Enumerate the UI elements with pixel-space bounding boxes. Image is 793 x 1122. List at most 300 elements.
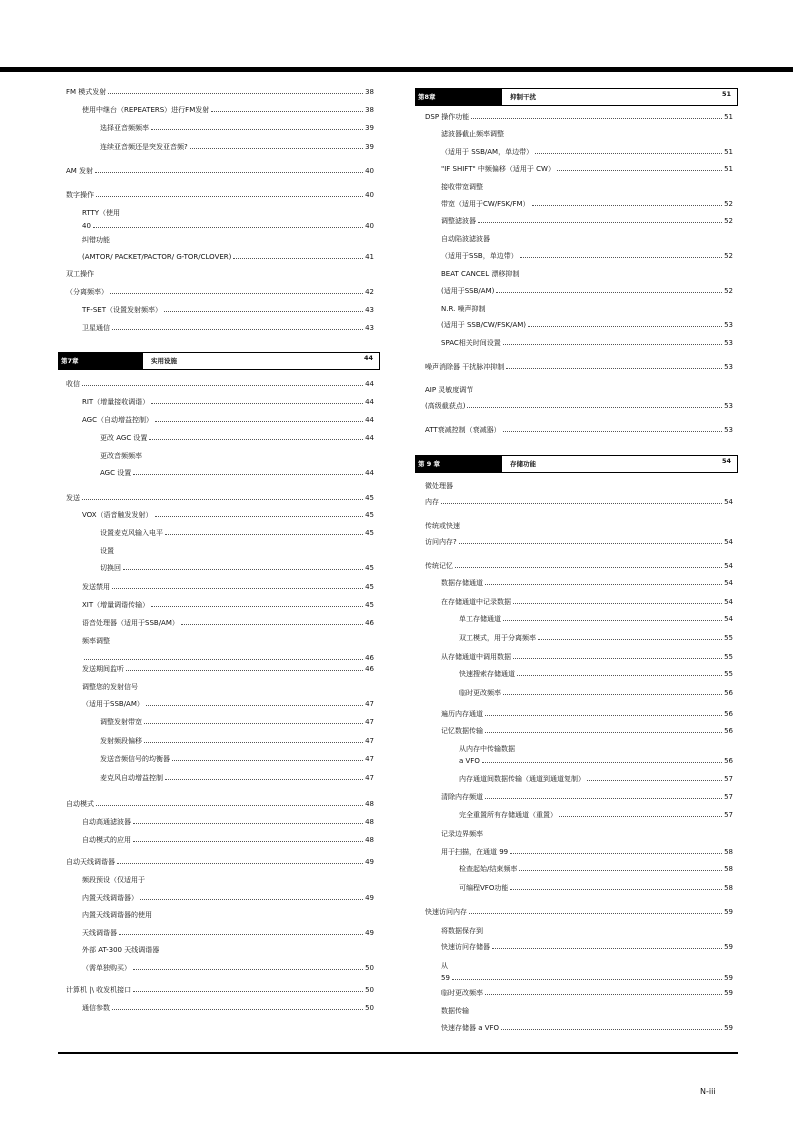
dot-leader bbox=[181, 624, 363, 625]
dot-leader bbox=[467, 407, 722, 408]
page-number: N-iii bbox=[700, 1087, 716, 1096]
toc-entry[interactable] bbox=[459, 807, 733, 819]
toc-entry-label: 使用中继台（REPEATERS）进行FM发射 bbox=[82, 106, 210, 114]
toc-entry-page: 42 bbox=[365, 288, 374, 296]
toc-entry[interactable] bbox=[82, 872, 374, 884]
toc-entry-label: 遍历内存通道 bbox=[441, 710, 483, 718]
toc-entry-label: （需单独购买） bbox=[82, 964, 131, 972]
dot-leader bbox=[133, 841, 363, 842]
dot-leader bbox=[133, 474, 363, 475]
dot-leader bbox=[146, 705, 363, 706]
dot-leader bbox=[151, 403, 363, 404]
toc-entry-page: 48 bbox=[365, 836, 374, 844]
toc-entry[interactable] bbox=[82, 814, 374, 826]
toc-entry[interactable] bbox=[441, 266, 733, 278]
toc-entry[interactable] bbox=[425, 109, 733, 121]
toc-entry-label: 从内存中传输数据 bbox=[459, 745, 515, 753]
toc-entry-label: 临时更改频率 bbox=[441, 989, 483, 997]
toc-entry[interactable] bbox=[425, 558, 733, 570]
toc-entry-label: BEAT CANCEL 漂移抑制 bbox=[441, 270, 520, 278]
toc-entry-label: 设置 bbox=[100, 547, 114, 555]
toc-entry-page: 46 bbox=[365, 619, 374, 627]
dot-leader bbox=[96, 196, 363, 197]
toc-entry-label: 设置麦克风输入电平 bbox=[100, 529, 163, 537]
toc-entry[interactable] bbox=[441, 723, 733, 735]
toc-entry-label: 连续亚音频还是突发亚音频? bbox=[100, 143, 188, 151]
toc-entry[interactable] bbox=[441, 301, 733, 313]
toc-entry-page: 47 bbox=[365, 718, 374, 726]
toc-entry-label: 40 bbox=[82, 222, 91, 230]
toc-entry-page: 53 bbox=[724, 321, 733, 329]
toc-entry[interactable] bbox=[82, 597, 374, 609]
toc-entry[interactable] bbox=[459, 880, 733, 892]
toc-entry[interactable] bbox=[441, 126, 733, 138]
dot-leader bbox=[519, 870, 722, 871]
dot-leader bbox=[133, 823, 363, 824]
chapter-title: 存储功能 bbox=[510, 459, 536, 468]
toc-entry[interactable] bbox=[441, 649, 733, 661]
toc-entry-page: 59 bbox=[724, 989, 733, 997]
toc-entry-page: 48 bbox=[365, 800, 374, 808]
toc-entry-page: 57 bbox=[724, 793, 733, 801]
toc-entry-label: 频段预设（仅适用于 bbox=[82, 876, 145, 884]
toc-entry-label: 快速访问内存 bbox=[425, 908, 467, 916]
toc-entry[interactable] bbox=[100, 525, 374, 537]
toc-entry[interactable] bbox=[82, 679, 374, 691]
toc-entry[interactable] bbox=[441, 594, 733, 606]
toc-entry-label: 从 bbox=[441, 962, 448, 970]
toc-entry-page: 43 bbox=[365, 324, 374, 332]
toc-entry-page: 44 bbox=[365, 398, 374, 406]
dot-leader bbox=[538, 639, 722, 640]
toc-entry-label: 微处理器 bbox=[425, 482, 453, 490]
toc-entry-label: 快速存储器 a VFO bbox=[441, 1024, 500, 1032]
toc-entry-page: 52 bbox=[724, 217, 733, 225]
toc-entry-label: 发送 bbox=[66, 494, 80, 502]
toc-entry-page: 45 bbox=[365, 601, 374, 609]
toc-entry[interactable] bbox=[425, 422, 733, 434]
dot-leader bbox=[485, 715, 722, 716]
dot-leader bbox=[96, 805, 363, 806]
toc-entry-page: 43 bbox=[365, 306, 374, 314]
toc-entry-page: 50 bbox=[365, 1004, 374, 1012]
toc-entry-label: RTTY（使用 bbox=[82, 209, 121, 217]
toc-entry[interactable] bbox=[66, 854, 374, 866]
toc-entry[interactable] bbox=[82, 394, 374, 406]
dot-leader bbox=[455, 567, 722, 568]
dot-leader bbox=[478, 222, 722, 223]
toc-entry[interactable] bbox=[425, 398, 733, 410]
toc-entry[interactable] bbox=[66, 982, 374, 994]
dot-leader bbox=[513, 658, 722, 659]
toc-entry-label: 噪声消除器 干扰脉冲抑制 bbox=[425, 363, 505, 371]
toc-entry[interactable] bbox=[441, 844, 733, 856]
toc-entry-page: 54 bbox=[724, 562, 733, 570]
toc-entry-label: 卫星通信 bbox=[82, 324, 110, 332]
toc-entry-label: 数字操作 bbox=[66, 191, 94, 199]
toc-entry-page: 38 bbox=[365, 106, 374, 114]
toc-entry-label: 频率调整 bbox=[82, 637, 110, 645]
toc-entry[interactable] bbox=[441, 231, 733, 243]
toc-entry[interactable] bbox=[82, 696, 374, 708]
dot-leader bbox=[459, 543, 722, 544]
dot-leader bbox=[149, 439, 363, 440]
toc-entry-label: 双工操作 bbox=[66, 270, 94, 278]
toc-entry-label: 调整您的发射信号 bbox=[82, 683, 138, 691]
toc-entry-label: 可编程VFO功能 bbox=[459, 884, 509, 892]
toc-entry[interactable] bbox=[441, 1020, 733, 1032]
toc-entry[interactable] bbox=[100, 430, 374, 442]
dot-leader bbox=[506, 368, 722, 369]
chapter-number: 第 9 章 bbox=[416, 456, 502, 472]
toc-entry-page: 44 bbox=[365, 434, 374, 442]
toc-entry-page: 59 bbox=[724, 943, 733, 951]
dot-leader bbox=[557, 170, 722, 171]
toc-entry[interactable] bbox=[100, 560, 374, 572]
toc-entry[interactable] bbox=[425, 382, 733, 394]
dot-leader bbox=[112, 588, 363, 589]
toc-entry-label: 在存储通道中记录数据 bbox=[441, 598, 511, 606]
toc-entry-page: 40 bbox=[365, 222, 374, 230]
toc-entry[interactable] bbox=[441, 213, 733, 225]
toc-entry-page: 47 bbox=[365, 737, 374, 745]
toc-entry[interactable] bbox=[441, 970, 733, 982]
toc-entry-page: 49 bbox=[365, 858, 374, 866]
toc-entry-label: 单工存储通道 bbox=[459, 615, 501, 623]
dot-leader bbox=[165, 534, 363, 535]
toc-entry[interactable] bbox=[66, 376, 374, 388]
toc-entry[interactable] bbox=[82, 205, 374, 217]
toc-entry[interactable] bbox=[82, 890, 374, 902]
toc-entry-page: 45 bbox=[365, 564, 374, 572]
toc-entry[interactable] bbox=[82, 218, 374, 230]
toc-entry[interactable] bbox=[100, 448, 374, 460]
toc-entry[interactable] bbox=[100, 543, 374, 555]
toc-entry-label: 自动天线调谐器 bbox=[66, 858, 115, 866]
toc-entry[interactable] bbox=[459, 685, 733, 697]
toc-entry-page: 45 bbox=[365, 583, 374, 591]
toc-entry[interactable] bbox=[441, 317, 733, 329]
toc-entry-page: 54 bbox=[724, 579, 733, 587]
toc-entry-label: (高级截获点) bbox=[425, 402, 466, 410]
toc-entry-page: 56 bbox=[724, 757, 733, 765]
toc-entry[interactable] bbox=[441, 179, 733, 191]
toc-entry[interactable] bbox=[441, 789, 733, 801]
toc-entry-label: 接收带宽调整 bbox=[441, 183, 483, 191]
dot-leader bbox=[155, 516, 364, 517]
bottom-rule bbox=[58, 1052, 738, 1054]
dot-leader bbox=[503, 694, 722, 695]
chapter-page: 51 bbox=[721, 90, 731, 98]
toc-entry[interactable] bbox=[441, 161, 733, 173]
dot-leader bbox=[441, 503, 722, 504]
dot-leader bbox=[126, 670, 363, 671]
toc-entry[interactable] bbox=[441, 335, 733, 347]
toc-entry-page: 58 bbox=[724, 865, 733, 873]
toc-entry-page: 54 bbox=[724, 538, 733, 546]
dot-leader bbox=[482, 762, 722, 763]
toc-entry[interactable] bbox=[66, 266, 374, 278]
dot-leader bbox=[469, 913, 722, 914]
dot-leader bbox=[82, 499, 363, 500]
dot-leader bbox=[485, 798, 722, 799]
toc-entry[interactable] bbox=[459, 630, 733, 642]
toc-entry-page: 53 bbox=[724, 426, 733, 434]
dot-leader bbox=[144, 742, 363, 743]
toc-entry-page: 56 bbox=[724, 727, 733, 735]
toc-entry[interactable] bbox=[82, 633, 374, 645]
toc-entry[interactable] bbox=[459, 741, 733, 753]
dot-leader bbox=[559, 816, 722, 817]
toc-entry[interactable] bbox=[82, 907, 374, 919]
toc-entry[interactable] bbox=[441, 575, 733, 587]
toc-entry[interactable] bbox=[82, 412, 374, 424]
toc-entry-page: 50 bbox=[365, 964, 374, 972]
toc-entry-page: 55 bbox=[724, 670, 733, 678]
toc-entry[interactable] bbox=[441, 706, 733, 718]
toc-entry[interactable] bbox=[66, 187, 374, 199]
toc-entry[interactable] bbox=[82, 249, 374, 261]
dot-leader bbox=[108, 93, 363, 94]
toc-entry-page: 49 bbox=[365, 929, 374, 937]
toc-entry-label: 天线调谐器 bbox=[82, 929, 117, 937]
toc-entry-label: 内置天线调谐器） bbox=[82, 894, 138, 902]
toc-entry[interactable] bbox=[441, 826, 733, 838]
toc-entry-label: 麦克风自动增益控制 bbox=[100, 774, 163, 782]
toc-entry-page: 52 bbox=[724, 287, 733, 295]
toc-entry[interactable] bbox=[100, 751, 374, 763]
toc-entry-label: 滤波器截止频率调整 bbox=[441, 130, 504, 138]
toc-entry-label: 快速访问存储器 bbox=[441, 943, 490, 951]
dot-leader bbox=[110, 293, 363, 294]
dot-leader bbox=[117, 863, 363, 864]
dot-leader bbox=[164, 311, 363, 312]
dot-leader bbox=[452, 979, 722, 980]
toc-entry-label: AGC（自动增益控制） bbox=[82, 416, 153, 424]
toc-entry-label: 检查起始/结束频率 bbox=[459, 865, 518, 873]
toc-entry[interactable] bbox=[441, 939, 733, 951]
dot-leader bbox=[133, 969, 363, 970]
toc-entry-label: AIP 灵敏度调节 bbox=[425, 386, 474, 394]
toc-entry-label: 双工模式，用于分离频率 bbox=[459, 634, 536, 642]
dot-leader bbox=[140, 899, 363, 900]
dot-leader bbox=[112, 1009, 363, 1010]
chapter-page: 44 bbox=[363, 354, 373, 362]
toc-entry[interactable] bbox=[425, 359, 733, 371]
dot-leader bbox=[172, 760, 363, 761]
toc-entry-label: DSP 操作功能 bbox=[425, 113, 470, 121]
toc-entry[interactable] bbox=[441, 196, 733, 208]
toc-entry-label: a VFO bbox=[459, 757, 480, 765]
toc-entry[interactable] bbox=[82, 925, 374, 937]
toc-entry[interactable] bbox=[82, 960, 374, 972]
toc-entry[interactable] bbox=[441, 958, 733, 970]
toc-entry-label: 发射频段偏移 bbox=[100, 737, 142, 745]
toc-entry[interactable] bbox=[425, 494, 733, 506]
toc-entry[interactable] bbox=[82, 232, 374, 244]
dot-leader bbox=[510, 889, 722, 890]
dot-leader bbox=[112, 329, 363, 330]
toc-entry-label: "IF SHIFT" 中频偏移（适用于 CW） bbox=[441, 165, 555, 173]
toc-entry-label: (AMTOR/ PACKET/PACTOR/ G-TOR/CLOVER) bbox=[82, 253, 232, 261]
toc-entry-page: 58 bbox=[724, 848, 733, 856]
toc-entry-label: 清除内存频道 bbox=[441, 793, 483, 801]
toc-entry-label: RIT（增量接收调谐） bbox=[82, 398, 150, 406]
toc-entry-label: 通信参数 bbox=[82, 1004, 110, 1012]
toc-entry[interactable] bbox=[441, 283, 733, 295]
dot-leader bbox=[119, 934, 363, 935]
dot-leader bbox=[471, 118, 722, 119]
dot-leader bbox=[82, 385, 363, 386]
toc-entry-page: 55 bbox=[724, 653, 733, 661]
dot-leader bbox=[165, 779, 363, 780]
dot-leader bbox=[501, 1029, 722, 1030]
toc-entry[interactable] bbox=[441, 248, 733, 260]
chapter-page: 54 bbox=[721, 457, 731, 465]
toc-entry-label: （适用于SSB/AM） bbox=[82, 700, 144, 708]
toc-entry[interactable] bbox=[425, 534, 733, 546]
toc-entry[interactable] bbox=[459, 753, 733, 765]
toc-entry[interactable] bbox=[82, 1000, 374, 1012]
toc-entry[interactable] bbox=[66, 284, 374, 296]
toc-entry-page: 47 bbox=[365, 700, 374, 708]
toc-entry-label: AGC 设置 bbox=[100, 469, 132, 477]
toc-entry[interactable] bbox=[66, 84, 374, 96]
toc-entry[interactable] bbox=[66, 796, 374, 808]
toc-entry-label: 发送禁用 bbox=[82, 583, 110, 591]
toc-entry[interactable] bbox=[425, 518, 733, 530]
toc-entry[interactable] bbox=[100, 733, 374, 745]
toc-entry-label: 收信 bbox=[66, 380, 80, 388]
toc-entry-label: 更改 AGC 设置 bbox=[100, 434, 148, 442]
toc-entry-page: 40 bbox=[365, 191, 374, 199]
toc-entry-label: 切换回 bbox=[100, 564, 121, 572]
toc-entry-page: 54 bbox=[724, 615, 733, 623]
toc-entry[interactable] bbox=[82, 320, 374, 332]
toc-entry-page: 52 bbox=[724, 252, 733, 260]
toc-entry[interactable] bbox=[441, 144, 733, 156]
toc-entry[interactable] bbox=[441, 985, 733, 997]
dot-leader bbox=[496, 292, 722, 293]
toc-entry-page: 44 bbox=[365, 416, 374, 424]
toc-entry-label: (适用于SSB/AM) bbox=[441, 287, 495, 295]
toc-entry-label: 数据传输 bbox=[441, 1007, 469, 1015]
toc-entry-page: 44 bbox=[365, 469, 374, 477]
toc-entry-page: 48 bbox=[365, 818, 374, 826]
toc-entry[interactable] bbox=[82, 942, 374, 954]
dot-leader bbox=[528, 326, 722, 327]
toc-entry-label: 快速搜索存储通道 bbox=[459, 670, 515, 678]
toc-entry[interactable] bbox=[82, 615, 374, 627]
dot-leader bbox=[535, 153, 722, 154]
dot-leader bbox=[492, 948, 722, 949]
toc-entry[interactable] bbox=[82, 579, 374, 591]
chapter-8-header bbox=[415, 88, 738, 106]
toc-entry-label: （适用于SSB，单边带） bbox=[441, 252, 518, 260]
dot-leader bbox=[503, 620, 722, 621]
dot-leader bbox=[485, 994, 722, 995]
chapter-7-header bbox=[58, 352, 380, 370]
toc-entry[interactable] bbox=[100, 465, 374, 477]
toc-entry-label: 内存 bbox=[425, 498, 439, 506]
toc-entry-label: SPAC相关时间设置 bbox=[441, 339, 501, 347]
toc-entry-label: 临时更改频率 bbox=[459, 689, 501, 697]
toc-entry-page: 57 bbox=[724, 775, 733, 783]
toc-entry[interactable] bbox=[100, 770, 374, 782]
dot-leader bbox=[155, 421, 363, 422]
toc-entry-page: 55 bbox=[724, 634, 733, 642]
toc-entry[interactable] bbox=[459, 611, 733, 623]
toc-entry[interactable] bbox=[82, 102, 374, 114]
toc-entry-page: 51 bbox=[724, 165, 733, 173]
toc-entry[interactable] bbox=[100, 714, 374, 726]
toc-entry[interactable] bbox=[459, 771, 733, 783]
toc-entry[interactable] bbox=[425, 904, 733, 916]
toc-entry-page: 45 bbox=[365, 494, 374, 502]
dot-leader bbox=[485, 732, 722, 733]
toc-entry[interactable] bbox=[82, 302, 374, 314]
toc-entry-label: （分离频率） bbox=[66, 288, 108, 296]
toc-entry-label: 外部 AT-300 天线调谐器 bbox=[82, 946, 160, 954]
toc-entry-label: 调整发射带宽 bbox=[100, 718, 142, 726]
toc-entry-label: 内存通道间数据传输（通道到通道复制） bbox=[459, 775, 585, 783]
toc-entry-page: 53 bbox=[724, 339, 733, 347]
toc-entry[interactable] bbox=[441, 1003, 733, 1015]
toc-entry[interactable] bbox=[82, 832, 374, 844]
toc-entry[interactable] bbox=[82, 507, 374, 519]
toc-entry-page: 51 bbox=[724, 148, 733, 156]
toc-entry-label: 传统记忆 bbox=[425, 562, 453, 570]
toc-entry-label: FM 模式发射 bbox=[66, 88, 107, 96]
chapter-title: 实用设施 bbox=[151, 356, 177, 365]
toc-entry-label: 自动高通滤波器 bbox=[82, 818, 131, 826]
toc-entry-label: XIT（增量调谐传输） bbox=[82, 601, 150, 609]
toc-entry-label: AM 发射 bbox=[66, 167, 94, 175]
toc-entry-label: （适用于 SSB/AM，单边带） bbox=[441, 148, 534, 156]
toc-entry[interactable] bbox=[66, 163, 374, 175]
toc-entry[interactable] bbox=[82, 661, 374, 673]
toc-entry[interactable] bbox=[100, 120, 374, 132]
toc-entry-page: 53 bbox=[724, 402, 733, 410]
dot-leader bbox=[133, 991, 363, 992]
dot-leader bbox=[123, 569, 363, 570]
dot-leader bbox=[95, 172, 363, 173]
toc-entry[interactable] bbox=[100, 139, 374, 151]
toc-entry-page: 52 bbox=[724, 200, 733, 208]
toc-entry-label: 纠错功能 bbox=[82, 236, 110, 244]
toc-entry-label: 用于扫描，在通道 99 bbox=[441, 848, 509, 856]
toc-entry-label: 选择亚音频频率 bbox=[100, 124, 149, 132]
toc-entry-page: 44 bbox=[365, 380, 374, 388]
toc-entry[interactable] bbox=[66, 490, 374, 502]
dot-leader bbox=[513, 603, 722, 604]
toc-entry-label: 发送音频信号的均衡器 bbox=[100, 755, 170, 763]
dot-leader bbox=[93, 227, 363, 228]
toc-entry-label: 调整滤波器 bbox=[441, 217, 476, 225]
toc-entry[interactable] bbox=[441, 923, 733, 935]
toc-entry-label: 自动模式的应用 bbox=[82, 836, 131, 844]
toc-entry-page: 54 bbox=[724, 498, 733, 506]
toc-entry-label: ATT衰减控制（衰减器） bbox=[425, 426, 501, 434]
chapter-number: 第7章 bbox=[59, 353, 143, 369]
toc-entry[interactable] bbox=[459, 861, 733, 873]
toc-entry-label: TF-SET（设置发射频率） bbox=[82, 306, 162, 314]
toc-entry[interactable] bbox=[425, 478, 733, 490]
toc-entry-page: 46 bbox=[365, 665, 374, 673]
toc-entry-page: 45 bbox=[365, 529, 374, 537]
toc-entry-page: 59 bbox=[724, 1024, 733, 1032]
toc-entry[interactable] bbox=[459, 666, 733, 678]
